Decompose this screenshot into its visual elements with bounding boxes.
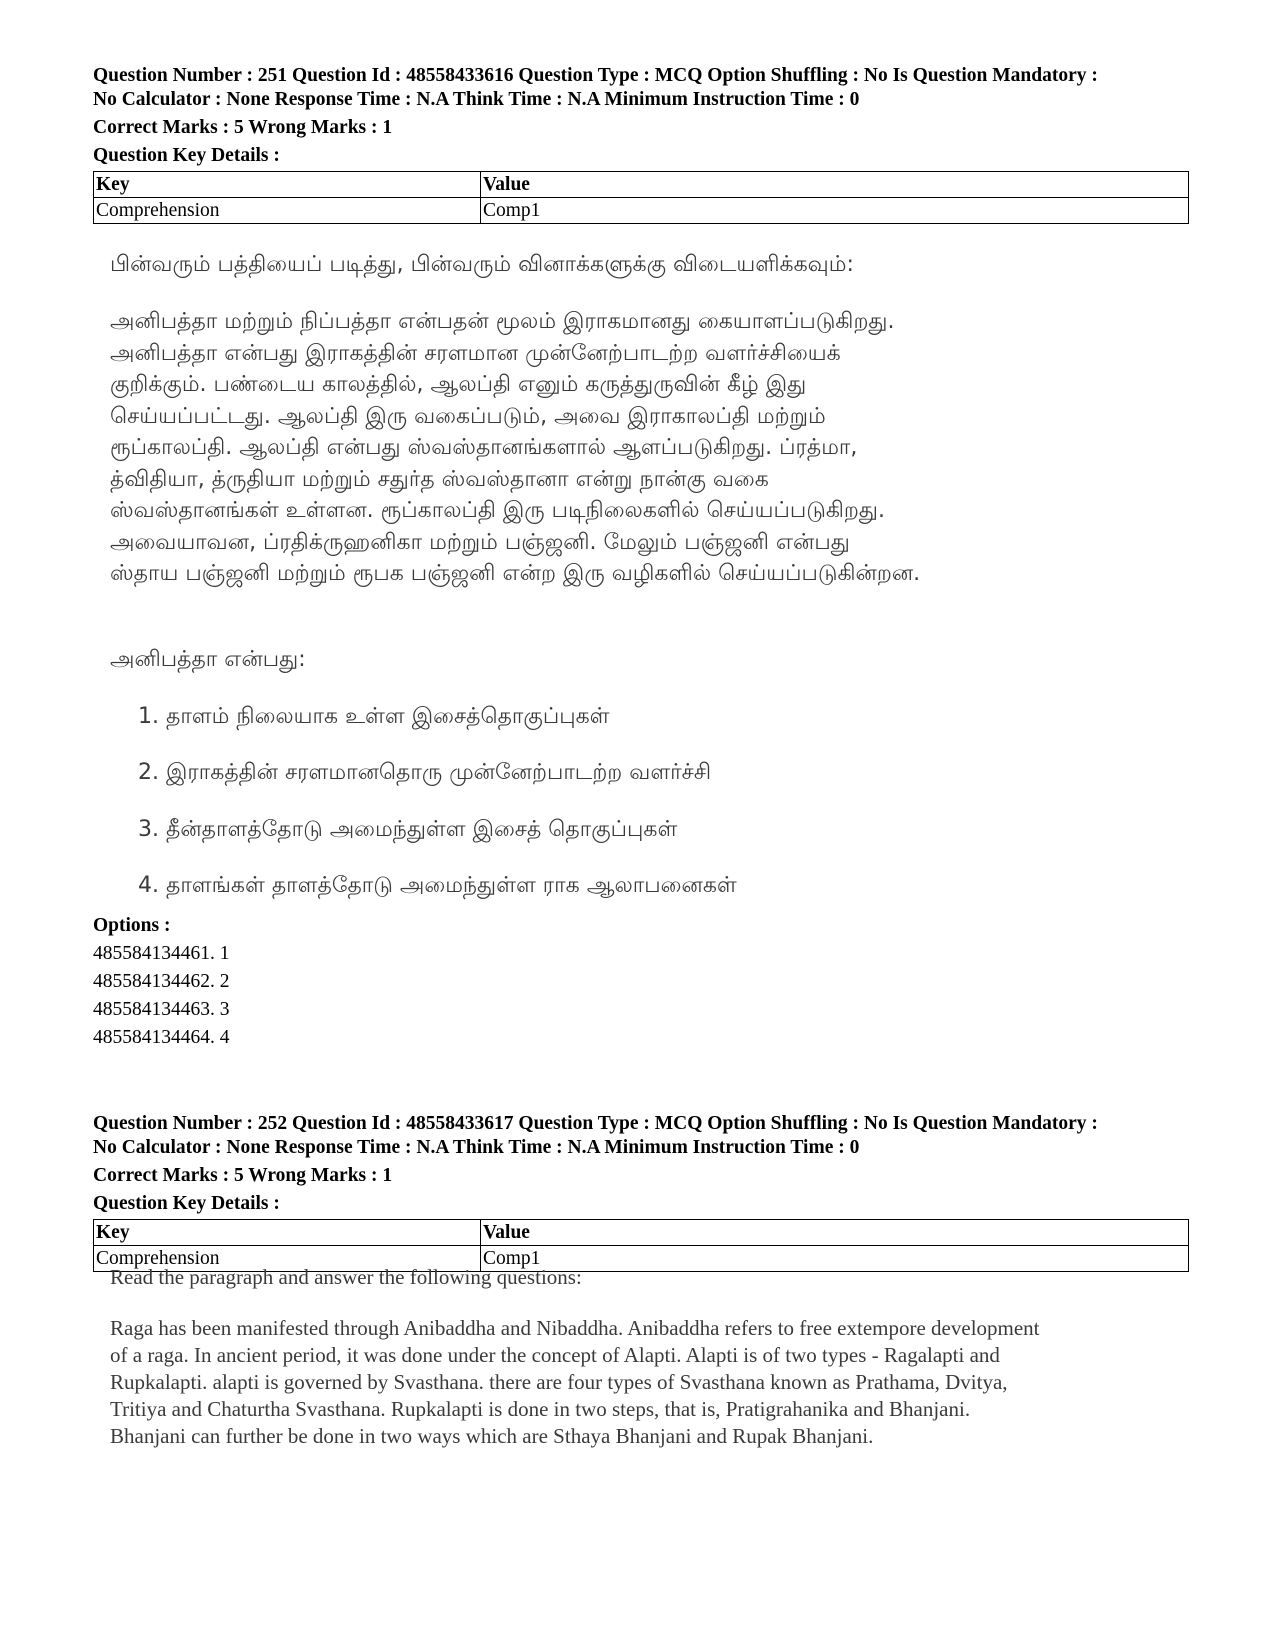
key-table-header-key: Key bbox=[94, 1220, 481, 1246]
tamil-paragraph-line: குறிக்கும். பண்டைய காலத்தில், ஆலப்தி எனும் கருத்துருவின் கீழ் இது bbox=[110, 372, 807, 397]
english-paragraph-line: of a raga. In ancient period, it was done under the concept of Alapti. Alapti is of two types - Ragalapti and bbox=[110, 1343, 1000, 1367]
key-table-cell-key: Comprehension bbox=[94, 198, 481, 224]
english-paragraph-line: Bhanjani can further be done in two ways which are Sthaya Bhanjani and Rupak Bhanjani. bbox=[110, 1424, 874, 1448]
option-item: 485584134463. 3 bbox=[93, 999, 230, 1020]
tamil-question: அனிபத்தா என்பது: bbox=[110, 647, 306, 672]
tamil-paragraph-line: அனிபத்தா என்பது இராகத்தின் சரளமான முன்னேற்பாடற்ற வளர்ச்சியைக் bbox=[110, 340, 841, 366]
key-table-cell-value: Comp1 bbox=[481, 198, 1189, 224]
key-table-cell-value: Comp1 bbox=[481, 1246, 1189, 1272]
option-item: 485584134462. 2 bbox=[93, 971, 230, 992]
english-paragraph-line: Tritiya and Chaturtha Svasthana. Rupkalapti is done in two steps, that is, Pratigrahanika and Bhanjani. bbox=[110, 1397, 971, 1421]
question-meta-line1: Question Number : 251 Question Id : 48558433616 Question Type : MCQ Option Shuffling : No Is Question Mandatory : bbox=[93, 65, 1098, 86]
question-meta-line2: No Calculator : None Response Time : N.A Think Time : N.A Minimum Instruction Time : 0 bbox=[93, 1137, 860, 1158]
english-paragraph-line: Raga has been manifested through Anibaddha and Nibaddha. Anibaddha refers to free extempore development bbox=[110, 1316, 1040, 1340]
tamil-choice-3: 3. தீன்தாளத்தோடு அமைந்துள்ள இசைத் தொகுப்புகள் bbox=[138, 817, 678, 842]
option-item: 485584134464. 4 bbox=[93, 1027, 230, 1048]
option-item: 485584134461. 1 bbox=[93, 943, 230, 964]
tamil-paragraph-line: ரூப்காலப்தி. ஆலப்தி என்பது ஸ்வஸ்தானங்களால் ஆளப்படுகிறது. ப்ரத்மா, bbox=[110, 435, 858, 460]
tamil-paragraph-line: ஸ்வஸ்தானங்கள் உள்ளன. ரூப்காலப்தி இரு படிநிலைகளில் செய்யப்படுகிறது. bbox=[110, 498, 885, 523]
question-251-header bbox=[93, 64, 1188, 224]
question-marks: Correct Marks : 5 Wrong Marks : 1 bbox=[93, 1165, 393, 1186]
tamil-paragraph-line: அவையாவன, ப்ரதிக்ருஹனிகா மற்றும் பஞ்ஜனி. மேலும் பஞ்ஜனி என்பது bbox=[110, 529, 850, 555]
english-paragraph bbox=[110, 1315, 1150, 1450]
key-table-header-row bbox=[94, 1220, 1189, 1246]
key-table-header-value: Value bbox=[481, 1220, 1189, 1246]
tamil-paragraph bbox=[110, 306, 1140, 590]
question-252-header bbox=[93, 1112, 1188, 1272]
english-instruction: Read the paragraph and answer the following questions: bbox=[110, 1265, 582, 1289]
options-list bbox=[93, 912, 230, 1052]
tamil-paragraph-line: செய்யப்பட்டது. ஆலப்தி இரு வகைப்படும், அவை இராகாலப்தி மற்றும் bbox=[110, 403, 826, 429]
key-table-header-value: Value bbox=[481, 172, 1189, 198]
question-key-details-label: Question Key Details : bbox=[93, 1193, 280, 1214]
question-marks: Correct Marks : 5 Wrong Marks : 1 bbox=[93, 117, 393, 138]
english-paragraph-line: Rupkalapti. alapti is governed by Svasthana. there are four types of Svasthana known as Prathama, Dvitya, bbox=[110, 1370, 1008, 1394]
key-table-cell-key: Comprehension bbox=[94, 1246, 481, 1272]
question-key-table bbox=[93, 171, 1189, 224]
tamil-paragraph-line: அனிபத்தா மற்றும் நிப்பத்தா என்பதன் மூலம் இராகமானது கையாளப்படுகிறது. bbox=[110, 309, 895, 334]
question-meta-line2: No Calculator : None Response Time : N.A Think Time : N.A Minimum Instruction Time : 0 bbox=[93, 89, 860, 110]
key-table-header-row bbox=[94, 172, 1189, 198]
tamil-paragraph-line: த்விதியா, த்ருதியா மற்றும் சதுர்த ஸ்வஸ்தானா என்று நான்கு வகை bbox=[110, 466, 769, 492]
options-header: Options : bbox=[93, 915, 171, 936]
key-table-header-key: Key bbox=[94, 172, 481, 198]
tamil-instruction: பின்வரும் பத்தியைப் படித்து, பின்வரும் வினாக்களுக்கு விடையளிக்கவும்: bbox=[110, 252, 854, 277]
question-key-details-label: Question Key Details : bbox=[93, 145, 280, 166]
key-table-row bbox=[94, 198, 1189, 224]
tamil-paragraph-line: ஸ்தாய பஞ்ஜனி மற்றும் ரூபக பஞ்ஜனி என்ற இரு வழிகளில் செய்யப்படுகின்றன. bbox=[110, 561, 921, 586]
question-meta-line1: Question Number : 252 Question Id : 48558433617 Question Type : MCQ Option Shuffling : No Is Question Mandatory : bbox=[93, 1113, 1098, 1134]
tamil-choice-4: 4. தாளங்கள் தாளத்தோடு அமைந்துள்ள ராக ஆலாபனைகள் bbox=[138, 873, 737, 898]
tamil-choice-2: 2. இராகத்தின் சரளமானதொரு முன்னேற்பாடற்ற வளர்ச்சி bbox=[138, 760, 712, 785]
tamil-choice-1: 1. தாளம் நிலையாக உள்ள இசைத்தொகுப்புகள் bbox=[138, 704, 610, 729]
